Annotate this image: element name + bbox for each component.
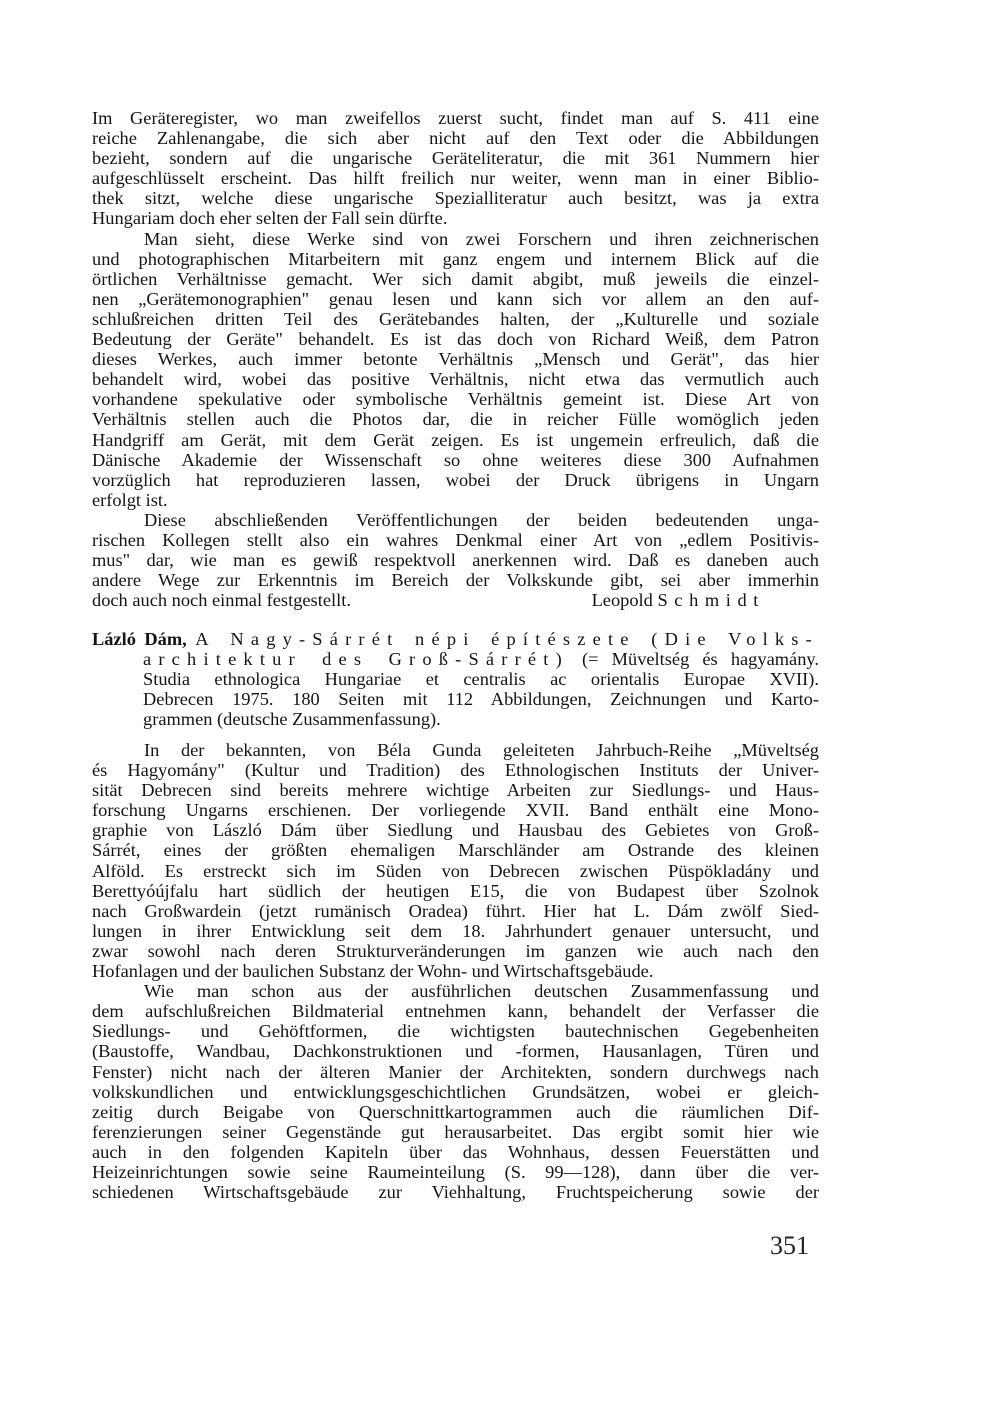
text-line: volkskundlichen und entwicklungsgeschichtlichen Grundsätzen, wobei er gleich-: [92, 1081, 819, 1102]
text-line: schlußreichen dritten Teil des Gerätebandes halten, der „Kulturelle und soziale: [92, 308, 819, 329]
heading-line-2: [92, 649, 819, 669]
reviewer-first-name: Leopold: [591, 590, 653, 611]
series-info: (= Müveltség és hagyamány.: [582, 649, 819, 670]
heading-line-3: Studia ethnologica Hungariae et centralis ac orientalis Europae XVII).: [143, 669, 819, 690]
text-line: Dänische Akademie der Wissenschaft so ohne weiteres diese 300 Aufnahmen: [92, 449, 819, 470]
review-continuation: [92, 108, 819, 610]
text-line: andere Wege zur Erkenntnis im Bereich der Volkskunde gibt, sei aber immerhin: [92, 570, 819, 591]
text-line: Wie man schon aus der ausführlichen deutschen Zusammenfassung und: [144, 981, 819, 1002]
text-line: rischen Kollegen stellt also ein wahres Denkmal einer Art von „edlem Positivis-: [92, 529, 819, 550]
text-line: és Hagyomány" (Kultur und Tradition) des Ethnologischen Instituts der Univer-: [92, 760, 819, 781]
text-line: schiedenen Wirtschaftsgebäude zur Viehhaltung, Fruchtspeicherung sowie der: [92, 1182, 819, 1203]
text-line: thek sitzt, welche diese ungarische Spezialliteratur auch besitzt, was ja extra: [92, 188, 819, 209]
text-line: Heizeinrichtungen sowie seine Raumeinteilung (S. 99—128), dann über die ver-: [92, 1161, 819, 1182]
reviewer-last-name: Schmidt: [657, 590, 765, 611]
text-line: (Baustoffe, Wandbau, Dachkonstruktionen und -formen, Hausanlagen, Türen und: [92, 1041, 819, 1062]
text-line: Alföld. Es erstreckt sich im Süden von Debrecen zwischen Püspökladány und: [92, 860, 819, 881]
text-line: Siedlungs- und Gehöftformen, die wichtigsten bautechnischen Gegebenheiten: [92, 1021, 819, 1042]
heading-line-5: grammen (deutsche Zusammenfassung).: [143, 709, 441, 730]
text-line: örtlichen Verhältnisse gemacht. Wer sich damit abgibt, muß jeweils die einzel-: [92, 268, 819, 289]
text-line: vorhandene spekulative oder symbolische Verhältnis gemeint ist. Diese Art von: [92, 389, 819, 410]
author-name: Lázló Dám,: [92, 629, 187, 649]
text-line: doch auch noch einmal festgestellt.: [92, 590, 351, 611]
text-line: aufgeschlüsselt erscheint. Das hilft freilich nur weiter, wenn man in einer Biblio-: [92, 168, 819, 189]
text-line: Sárrét, eines der größten ehemaligen Marschländer am Ostrande des kleinen: [92, 840, 819, 861]
text-line: mus" dar, wie man es gewiß respektvoll anerkennen wird. Daß es daneben auch: [92, 550, 819, 571]
text-line: Diese abschließenden Veröffentlichungen der beiden bedeutenden unga-: [144, 509, 819, 530]
text-line: behandelt wird, wobei das positive Verhältnis, nicht etwa das vermutlich auch: [92, 369, 819, 390]
text-line: Fenster) nicht nach der älteren Manier der Architekten, sondern durchwegs nach: [92, 1061, 819, 1082]
text-line: lungen in ihrer Entwicklung seit dem 18. Jahrhundert genauer untersucht, und: [92, 920, 819, 941]
text-line: dieses Werkes, auch immer betonte Verhältnis „Mensch und Gerät", das hier: [92, 349, 819, 370]
review-body: [92, 740, 819, 1202]
text-line: Man sieht, diese Werke sind von zwei Forschern und ihren zeichnerischen: [144, 228, 819, 249]
text-line: erfolgt ist.: [92, 489, 168, 510]
text-line: ferenzierungen seiner Gegenstände gut herausarbeitet. Das ergibt somit hier wie: [92, 1121, 819, 1142]
text-line: Hofanlagen und der baulichen Substanz der Wohn- und Wirtschaftsgebäude.: [92, 961, 654, 982]
text-line: nach Großwardein (jetzt rumänisch Oradea) führt. Hier hat L. Dám zwölf Sied-: [92, 900, 819, 921]
text-line: bezieht, sondern auf die ungarische Geräteliteratur, die mit 361 Nummern hier: [92, 148, 819, 169]
review-heading: [92, 629, 819, 729]
text-line: auch in den folgenden Kapiteln über das Wohnhaus, dessen Feuerstätten und: [92, 1141, 819, 1162]
text-line: Berettyóújfalu hart südlich der heutigen E15, die von Budapest über Szolnok: [92, 880, 819, 901]
text-line: In der bekannten, von Béla Gunda geleiteten Jahrbuch-Reihe „Müveltség: [144, 740, 819, 760]
text-line: vorzüglich hat reproduzieren lassen, wobei der Druck übrigens in Ungarn: [92, 469, 819, 490]
signature-line: [92, 590, 819, 610]
heading-line-4: Debrecen 1975. 180 Seiten mit 112 Abbildungen, Zeichnungen und Karto-: [143, 689, 819, 710]
text-line: reiche Zahlenangabe, die sich aber nicht auf den Text oder die Abbildungen: [92, 128, 819, 149]
text-line: Hungariam doch eher selten der Fall sein dürfte.: [92, 208, 448, 229]
book-title-part-2: architektur des Groß-Sárrét): [143, 649, 569, 670]
text-line: graphie von László Dám über Siedlung und Hausbau des Gebietes von Groß-: [92, 820, 819, 841]
text-line: und photographischen Mitarbeitern mit ganz engem und internem Blick auf die: [92, 248, 819, 269]
book-title-part-1: A Nagy-Sárrét népi építészete (Die Volks-: [195, 629, 819, 649]
text-line: Verhältnis stellen auch die Photos dar, die in reicher Fülle womöglich jeden: [92, 409, 819, 430]
text-line: Handgriff am Gerät, mit dem Gerät zeigen. Es ist ungemein erfreulich, daß die: [92, 429, 819, 450]
heading-line-1: [92, 629, 819, 649]
page-number: 351: [770, 1231, 809, 1260]
text-line: sität Debrecen sind bereits mehrere wichtige Arbeiten zur Siedlungs- und Haus-: [92, 780, 819, 801]
text-line: forschung Ungarns erschienen. Der vorliegende XVII. Band enthält eine Mono-: [92, 800, 819, 821]
text-line: Im Geräteregister, wo man zweifellos zuerst sucht, findet man auf S. 411 eine: [92, 108, 819, 128]
text-line: nen „Gerätemonographien" genau lesen und kann sich vor allem an den auf-: [92, 288, 819, 309]
text-line: zeitig durch Beigabe von Querschnittkartogrammen auch die räumlichen Dif-: [92, 1101, 819, 1122]
reviewer-signature: [592, 590, 765, 610]
text-line: dem aufschlußreichen Bildmaterial entnehmen kann, behandelt der Verfasser die: [92, 1001, 819, 1022]
text-line: Bedeutung der Geräte" behandelt. Es ist das doch von Richard Weiß, dem Patron: [92, 329, 819, 350]
text-line: zwar sowohl nach deren Strukturveränderungen im ganzen wie auch nach den: [92, 940, 819, 961]
